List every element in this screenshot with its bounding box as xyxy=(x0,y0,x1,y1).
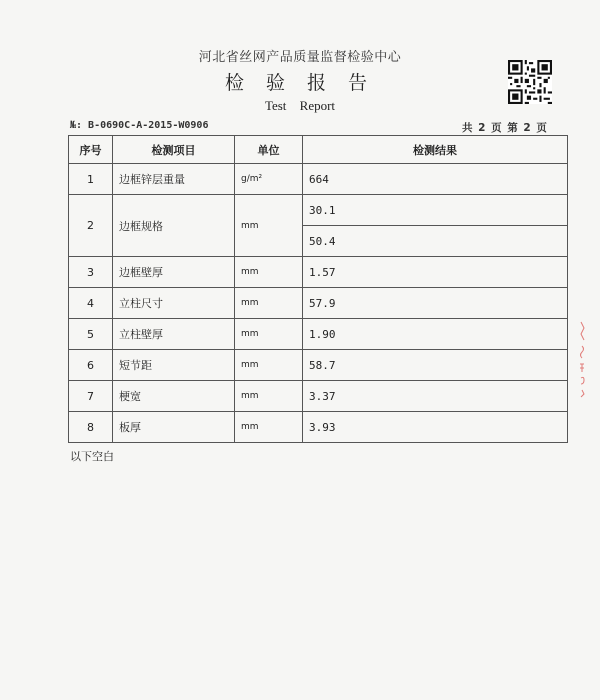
seal-stamp-icon xyxy=(572,320,586,400)
column-header-seq: 序号 xyxy=(69,136,113,164)
row-seq: 2 xyxy=(69,195,113,257)
row-result: 3.93 xyxy=(303,412,568,443)
row-seq: 3 xyxy=(69,257,113,288)
qr-code-icon xyxy=(508,60,552,104)
table-row xyxy=(69,350,568,381)
row-item: 立柱壁厚 xyxy=(113,319,235,350)
report-title-cn: 检 验 报 告 xyxy=(224,72,376,94)
row-result: 30.1 xyxy=(303,195,568,226)
column-header-item: 检测项目 xyxy=(113,136,235,164)
row-unit: mm xyxy=(235,381,303,412)
row-seq: 8 xyxy=(69,412,113,443)
row-result: 1.57 xyxy=(303,257,568,288)
row-seq: 5 xyxy=(69,319,113,350)
table-header-row xyxy=(69,136,568,164)
row-seq: 1 xyxy=(69,164,113,195)
row-unit: g/m² xyxy=(235,164,303,195)
test-results-table xyxy=(68,135,568,443)
row-result: 50.4 xyxy=(303,226,568,257)
row-unit: mm xyxy=(235,195,303,257)
table-row xyxy=(69,164,568,195)
row-unit: mm xyxy=(235,350,303,381)
organization-name: 河北省丝网产品质量监督检验中心 xyxy=(198,50,402,65)
report-title-en: Test Report xyxy=(264,98,336,113)
row-item: 边框壁厚 xyxy=(113,257,235,288)
row-result: 1.90 xyxy=(303,319,568,350)
table-row xyxy=(69,288,568,319)
table-row xyxy=(69,195,568,226)
row-unit: mm xyxy=(235,257,303,288)
column-header-result: 检测结果 xyxy=(303,136,568,164)
column-header-unit: 单位 xyxy=(235,136,303,164)
row-seq: 4 xyxy=(69,288,113,319)
row-seq: 6 xyxy=(69,350,113,381)
row-result: 3.37 xyxy=(303,381,568,412)
row-item: 边框规格 xyxy=(113,195,235,257)
report-number: №: B-0690C-A-2015-W0906 xyxy=(70,120,209,131)
row-unit: mm xyxy=(235,288,303,319)
row-unit: mm xyxy=(235,412,303,443)
row-item: 边框锌层重量 xyxy=(113,164,235,195)
row-item: 立柱尺寸 xyxy=(113,288,235,319)
table-row xyxy=(69,257,568,288)
row-item: 短节距 xyxy=(113,350,235,381)
row-result: 57.9 xyxy=(303,288,568,319)
row-item: 板厚 xyxy=(113,412,235,443)
row-unit: mm xyxy=(235,319,303,350)
page-indicator: 共 2 页 第 2 页 xyxy=(462,122,548,134)
table-row xyxy=(69,412,568,443)
row-result: 58.7 xyxy=(303,350,568,381)
row-result: 664 xyxy=(303,164,568,195)
row-seq: 7 xyxy=(69,381,113,412)
table-row xyxy=(69,381,568,412)
table-row xyxy=(69,319,568,350)
blank-below-note: 以下空白 xyxy=(70,450,114,463)
row-item: 梗宽 xyxy=(113,381,235,412)
